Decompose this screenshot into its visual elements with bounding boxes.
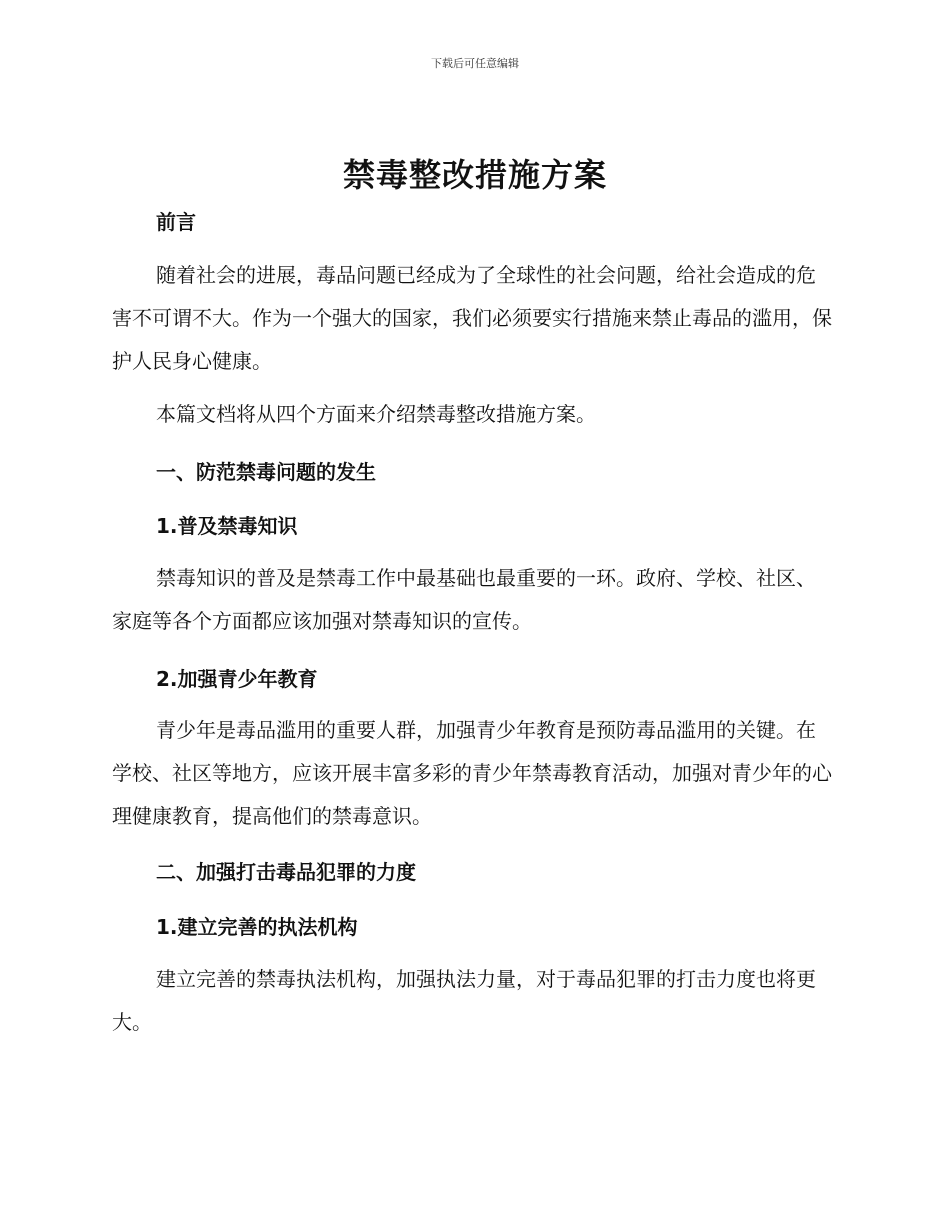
document-title: 禁毒整改措施方案	[342, 156, 607, 194]
section-1-1-heading: 1.普及禁毒知识	[156, 514, 298, 538]
preface-paragraph-1: 随着社会的进展，毒品问题已经成为了全球性的社会问题，给社会造成的危害不可谓不大。作为一个强大的国家，我们必须要实行措施来禁止毒品的滥用，保护人民身心健康。	[112, 263, 832, 373]
preface-paragraph-2: 本篇文档将从四个方面来介绍禁毒整改措施方案。	[156, 402, 596, 426]
section-2-1-paragraph: 建立完善的禁毒执法机构，加强执法力量，对于毒品犯罪的打击力度也将更大。	[112, 967, 816, 1034]
section-1-2-heading: 2.加强青少年教育	[156, 667, 318, 691]
section-2-heading: 二、加强打击毒品犯罪的力度	[156, 860, 416, 884]
preface-heading: 前言	[156, 210, 196, 234]
section-2-1-heading: 1.建立完善的执法机构	[156, 915, 358, 939]
section-1-1-paragraph: 禁毒知识的普及是禁毒工作中最基础也最重要的一环。政府、学校、社区、家庭等各个方面都应该加强对禁毒知识的宣传。	[112, 566, 816, 633]
section-1-2-paragraph: 青少年是毒品滥用的重要人群，加强青少年教育是预防毒品滥用的关键。在学校、社区等地方，应该开展丰富多彩的青少年禁毒教育活动，加强对青少年的心理健康教育，提高他们的禁毒意识。	[112, 718, 832, 828]
section-1-heading: 一、防范禁毒问题的发生	[156, 460, 376, 484]
page-header-note: 下载后可任意编辑	[431, 57, 519, 70]
